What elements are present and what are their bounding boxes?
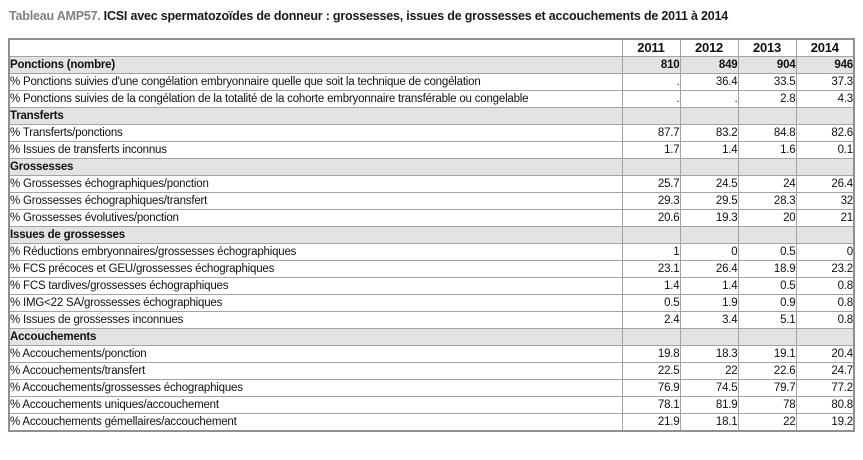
row-value: 83.2 [680,125,738,142]
row-label: Ponctions (nombre) [9,57,622,74]
row-label: % Ponctions suivies d'une congélation embryonnaire quelle que soit la technique de congélation [9,74,622,91]
row-value: 19.2 [796,414,854,432]
row-value: 1 [622,244,680,261]
row-value: 18.1 [680,414,738,432]
row-value [680,159,738,176]
row-value: 22.5 [622,363,680,380]
table-title-text: ICSI avec spermatozoïdes de donneur : grossesses, issues de grossesses et accouchements de 2011 à 2014 [103,9,729,23]
row-label: % Grossesses échographiques/ponction [9,176,622,193]
row-label: % Accouchements/transfert [9,363,622,380]
table-section-row [9,227,854,244]
table-row [9,176,854,193]
row-value: 1.4 [622,278,680,295]
row-value: . [680,91,738,108]
row-value: 0.5 [738,278,796,295]
row-value [738,329,796,346]
row-value [796,159,854,176]
table-row [9,397,854,414]
row-value: 18.9 [738,261,796,278]
row-label: % IMG<22 SA/grossesses échographiques [9,295,622,312]
row-value [796,227,854,244]
row-value: 849 [680,57,738,74]
row-value: 23.1 [622,261,680,278]
row-label: % Accouchements gémellaires/accouchement [9,414,622,432]
row-value: 904 [738,57,796,74]
table-row [9,380,854,397]
row-value [622,227,680,244]
row-value [680,329,738,346]
row-value: 78 [738,397,796,414]
row-value: 21 [796,210,854,227]
row-label: Issues de grossesses [9,227,622,244]
table-row [9,363,854,380]
table-group-row [9,57,854,74]
row-value: 0.5 [622,295,680,312]
row-value: 76.9 [622,380,680,397]
row-value: 19.1 [738,346,796,363]
row-value: 37.3 [796,74,854,91]
table-section-row [9,159,854,176]
row-label: % Accouchements/grossesses échographiques [9,380,622,397]
corner-cell [9,39,622,57]
row-value [796,329,854,346]
row-value: 2.4 [622,312,680,329]
table-number-label: Tableau AMP57. [9,9,101,23]
row-label: % FCS tardives/grossesses échographiques [9,278,622,295]
row-value: 1.6 [738,142,796,159]
row-value: 24.7 [796,363,854,380]
row-value: 0 [680,244,738,261]
table-row [9,346,854,363]
row-value: 0.5 [738,244,796,261]
row-value [796,108,854,125]
row-label: % FCS précoces et GEU/grossesses échographiques [9,261,622,278]
row-value: 946 [796,57,854,74]
row-value: 87.7 [622,125,680,142]
row-value: 33.5 [738,74,796,91]
row-value: 3.4 [680,312,738,329]
row-value: 79.7 [738,380,796,397]
row-label: Transferts [9,108,622,125]
row-value [622,159,680,176]
table-row [9,91,854,108]
row-value: 24 [738,176,796,193]
row-value: 0.1 [796,142,854,159]
row-value: 20.6 [622,210,680,227]
row-value: 20 [738,210,796,227]
row-value: 22 [680,363,738,380]
row-value: 25.7 [622,176,680,193]
row-label: Grossesses [9,159,622,176]
row-value: 36.4 [680,74,738,91]
row-value: 84.8 [738,125,796,142]
year-header-2011: 2011 [622,39,680,57]
row-value: 24.5 [680,176,738,193]
row-value: 29.5 [680,193,738,210]
row-value: 22 [738,414,796,432]
row-value [622,329,680,346]
year-header-2014: 2014 [796,39,854,57]
row-value: 77.2 [796,380,854,397]
row-value: . [622,91,680,108]
row-value [680,227,738,244]
row-value: 32 [796,193,854,210]
table-row [9,210,854,227]
row-value: 1.4 [680,278,738,295]
row-value: 0.8 [796,295,854,312]
row-value: 5.1 [738,312,796,329]
table-row [9,244,854,261]
row-label: % Issues de transferts inconnus [9,142,622,159]
row-value: 19.8 [622,346,680,363]
row-label: % Grossesses évolutives/ponction [9,210,622,227]
table-header-row [9,39,854,57]
row-value: 81.9 [680,397,738,414]
table-row [9,295,854,312]
row-value: 18.3 [680,346,738,363]
row-value: 23.2 [796,261,854,278]
row-value [680,108,738,125]
table-section-row [9,329,854,346]
table-row [9,142,854,159]
row-label: Accouchements [9,329,622,346]
row-value: 4.3 [796,91,854,108]
statistics-table [8,38,855,432]
row-value: 1.9 [680,295,738,312]
row-value: 21.9 [622,414,680,432]
row-label: % Transferts/ponctions [9,125,622,142]
row-value: 0.9 [738,295,796,312]
row-value: 74.5 [680,380,738,397]
row-label: % Accouchements uniques/accouchement [9,397,622,414]
row-value: 2.8 [738,91,796,108]
row-value: 26.4 [680,261,738,278]
row-value [622,108,680,125]
row-value: 19.3 [680,210,738,227]
row-value: 26.4 [796,176,854,193]
row-value: 22.6 [738,363,796,380]
row-value: 0 [796,244,854,261]
row-label: % Réductions embryonnaires/grossesses échographiques [9,244,622,261]
table-row [9,261,854,278]
table-section-row [9,108,854,125]
row-label: % Ponctions suivies de la congélation de la totalité de la cohorte embryonnaire transférable ou congelable [9,91,622,108]
row-value: 0.8 [796,278,854,295]
table-row [9,193,854,210]
year-header-2012: 2012 [680,39,738,57]
table-row [9,312,854,329]
table-body [9,57,854,432]
row-value: 28.3 [738,193,796,210]
row-value: 1.4 [680,142,738,159]
row-value: 82.6 [796,125,854,142]
row-value [738,227,796,244]
row-value: 80.8 [796,397,854,414]
row-value [738,159,796,176]
table-row [9,74,854,91]
row-label: % Issues de grossesses inconnues [9,312,622,329]
row-value [738,108,796,125]
page-title [9,9,728,23]
year-header-2013: 2013 [738,39,796,57]
table-row [9,278,854,295]
row-value: 1.7 [622,142,680,159]
row-value: 20.4 [796,346,854,363]
row-value: 0.8 [796,312,854,329]
table-row [9,125,854,142]
row-label: % Accouchements/ponction [9,346,622,363]
table-row [9,414,854,432]
row-label: % Grossesses échographiques/transfert [9,193,622,210]
row-value: . [622,74,680,91]
row-value: 810 [622,57,680,74]
row-value: 29.3 [622,193,680,210]
row-value: 78.1 [622,397,680,414]
